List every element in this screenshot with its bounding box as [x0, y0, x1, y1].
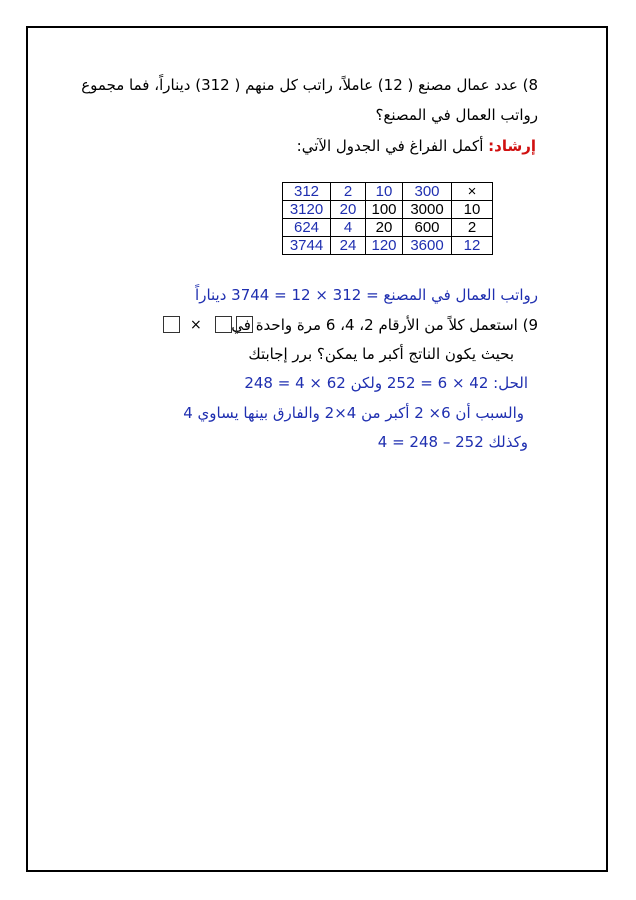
table-cell: 3744 — [283, 237, 331, 255]
table-cell: 20 — [366, 219, 403, 237]
table-row — [283, 201, 493, 219]
solution-line-3: وكذلك 252 – 248 = 4 — [377, 433, 528, 451]
table-cell: 24 — [331, 237, 366, 255]
table-cell: 10 — [452, 201, 493, 219]
table-cell: 300 — [403, 183, 452, 201]
question-8-answer: رواتب العمال في المصنع = 312 × 12 = 3744 ديناراً — [195, 286, 538, 304]
table-row — [283, 183, 493, 201]
table-cell: 3600 — [403, 237, 452, 255]
question-8-line-2: رواتب العمال في المصنع؟ — [375, 106, 538, 124]
solution-line-1: الحل: 42 × 6 = 252 ولكن 62 × 4 = 248 — [244, 374, 528, 392]
table-cell: 12 — [452, 237, 493, 255]
table-cell: 3120 — [283, 201, 331, 219]
hint-label: إرشاد: — [488, 137, 536, 155]
table-cell: 600 — [403, 219, 452, 237]
hint-text: أكمل الفراغ في الجدول الآتي: — [296, 137, 489, 155]
question-8-hint — [297, 137, 536, 155]
table-row — [283, 219, 493, 237]
question-9-line-2: بحيث يكون الناتج أكبر ما يمكن؟ برر إجابتك — [248, 345, 514, 363]
multiplication-table — [282, 182, 493, 255]
solution-line-2: والسبب أن 6× 2 أكبر من 4×2 والفارق بينها يساوي 4 — [183, 404, 524, 422]
table-cell: 120 — [366, 237, 403, 255]
question-8-line-1: 8) عدد عمال مصنع ( 12) عاملاً، راتب كل منهم ( 312) ديناراً، فما مجموع — [81, 76, 538, 94]
table-row — [283, 237, 493, 255]
table-cell: 100 — [366, 201, 403, 219]
digit-box — [163, 316, 180, 333]
table-cell: 624 — [283, 219, 331, 237]
table-cell: × — [452, 183, 493, 201]
table-cell: 10 — [366, 183, 403, 201]
times-sign: × — [190, 317, 202, 333]
table-cell: 20 — [331, 201, 366, 219]
table-cell: 2 — [331, 183, 366, 201]
table-cell: 3000 — [403, 201, 452, 219]
digit-box — [215, 316, 232, 333]
table-cell: 2 — [452, 219, 493, 237]
table-cell: 312 — [283, 183, 331, 201]
digit-box — [236, 316, 253, 333]
table-cell: 4 — [331, 219, 366, 237]
question-9-line-1: 9) استعمل كلاً من الأرقام 2، 4، 6 مرة واحدة في — [231, 316, 538, 334]
